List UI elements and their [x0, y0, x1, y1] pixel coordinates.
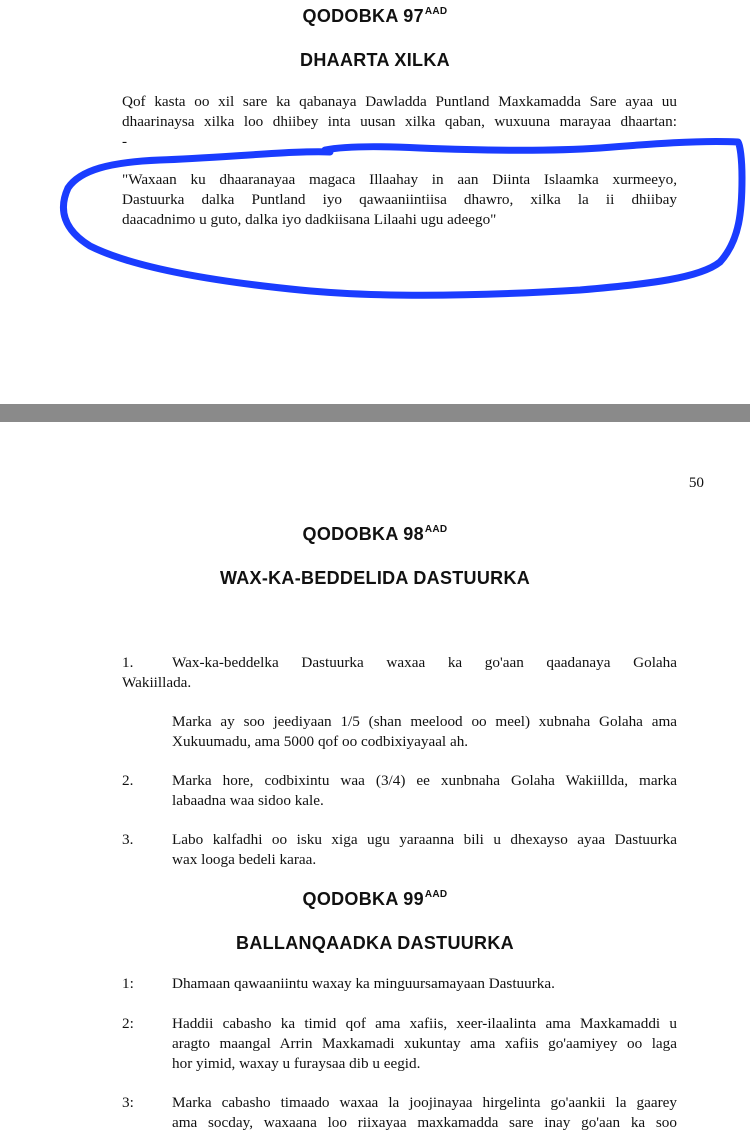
item-3-number: 3.	[122, 831, 134, 848]
clause-3-text: Marka cabasho timaado waxaa la joojinayaa hirgelinta go'aankii la gaarey ama socday, waxaana loo riixayaa maxkamadda sare inay go'aan ka soo	[172, 1094, 677, 1131]
page-divider	[0, 404, 750, 422]
document-page-top	[0, 0, 750, 404]
intro-paragraph: Qof kasta oo xil sare ka qabanaya Dawladda Puntland Maxkamadda Sare ayaa uu dhaarinaysa xilka loo dhiibey inta uusan xilka qaban, wuxuuna marayaa dhaartan: -	[122, 93, 677, 150]
clause-2-text: Haddii cabasho ka timid qof ama xafiis, xeer-ilaalinta ama Maxkamaddi u aragto maangal Arrin Maxkamadi xukuntay ama xafiis go'aamiyey oo laga hor yimid, waxay u furaysaa dib u eegid.	[172, 1015, 677, 1072]
clause-3-number: 3:	[122, 1094, 134, 1111]
item-3-text: Labo kalfadhi oo isku xiga ugu yaraanna bili u dhexayso ayaa Dastuurka wax looga bedeli karaa.	[172, 831, 677, 868]
item-2-number: 2.	[122, 772, 134, 789]
item-1-number: 1.	[122, 654, 134, 671]
article-97-title: DHAARTA XILKA	[300, 50, 450, 70]
item-1-text: Wax-ka-beddelka Dastuurka waxaa ka go'aan qaadanaya Golaha Wakiillada.	[122, 654, 677, 691]
article-98-heading: QODOBKA $98^{AAD}$	[302, 524, 448, 544]
article-98-title: WAX-KA-BEDDELIDA DASTUURKA	[219, 568, 531, 588]
item-2-text: Marka hore, codbixintu waa (3/4) ee xunbnaha Golaha Wakiillda, marka labaadna waa sidoo kale.	[172, 772, 677, 809]
clause-1-text: Dhamaan qawaaniintu waxay ka minguursamayaan Dastuurka.	[172, 975, 555, 992]
page-number: 50	[688, 474, 704, 491]
document-page-bottom	[0, 422, 750, 1136]
clause-2-number: 2:	[122, 1015, 134, 1032]
item-1-subtext: Marka ay soo jeediyaan 1/5 (shan meelood oo meel) xubnaha Golaha ama Xukuumadu, ama 5000 qof oo codbixiyayaal ah.	[172, 713, 677, 750]
article-99-heading: QODOBKA $99^{AAD}$	[302, 889, 448, 909]
oath-paragraph: "Waxaan ku dhaaranayaa magaca Illaahay in aan Diinta Islaamka xurmeeyo, Dastuurka dalka Puntland iyo qawaaniintiisa dhawro, xilka la ii dhiibay daacadnimo u guto, dalka iyo dadkiisana Lilaahi ugu adeego"	[122, 171, 677, 228]
clause-1-number: 1:	[122, 975, 134, 992]
article-99-title: BALLANQAADKA DASTUURKA	[236, 933, 514, 953]
article-97-heading: QODOBKA $97^{AAD}$	[302, 6, 448, 26]
